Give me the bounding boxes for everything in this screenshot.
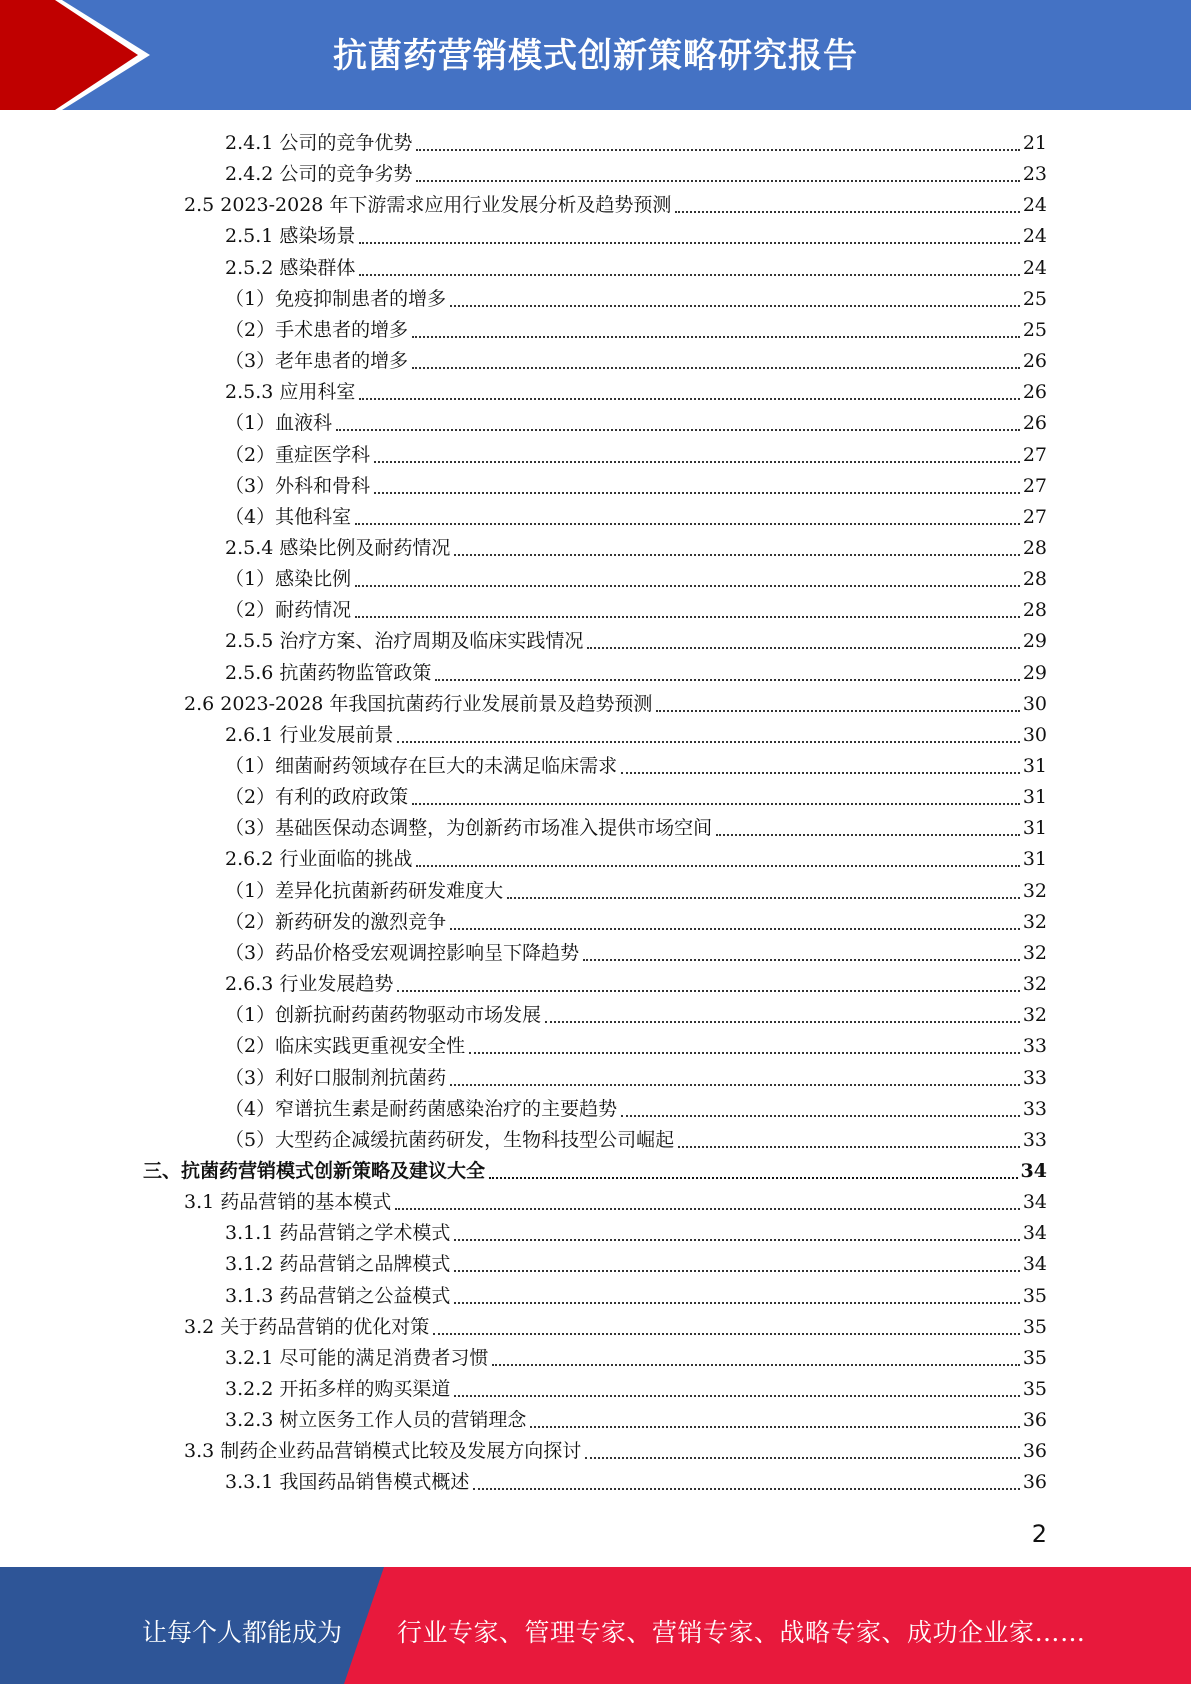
toc-entry[interactable]	[225, 1063, 1047, 1094]
toc-entry-number: （3）	[225, 474, 276, 497]
toc-entry-number: 2.5.4	[225, 536, 280, 559]
toc-entry-title: 公司的竞争优势	[279, 132, 413, 154]
toc-entry[interactable]	[184, 689, 1047, 720]
toc-entry[interactable]	[225, 284, 1047, 315]
toc-entry[interactable]	[225, 377, 1047, 408]
toc-entry-number: （3）	[225, 817, 276, 840]
toc-entry-number: （3）	[225, 350, 276, 373]
toc-entry[interactable]	[225, 595, 1047, 626]
toc-leader-dots	[359, 273, 1019, 276]
toc-entry-number: 2.5.6	[225, 661, 280, 684]
toc-leader-dots	[397, 989, 1019, 992]
toc-entry-number: 2.6.1	[225, 723, 280, 746]
toc-entry-page: 29	[1022, 630, 1047, 653]
toc-entry-number: 3.2.2	[225, 1378, 280, 1400]
toc-entry-title: 制药企业药品营销模式比较及发展方向探讨	[220, 1440, 582, 1463]
toc-entry-title: 尽可能的满足消费者习惯	[279, 1346, 489, 1369]
toc-entry-number: （2）	[225, 599, 276, 622]
toc-entry-number: （4）	[225, 1097, 276, 1120]
toc-entry-title: 药品营销的基本模式	[220, 1191, 392, 1214]
toc-entry[interactable]	[225, 720, 1047, 751]
toc-entry-number: 3.1.1	[225, 1222, 280, 1245]
toc-entry-page: 27	[1022, 474, 1047, 497]
toc-entry[interactable]	[225, 1125, 1047, 1156]
toc-entry-number: 2.5	[184, 194, 221, 217]
toc-leader-dots	[397, 740, 1019, 743]
toc-entry-title: 应用科室	[279, 381, 356, 404]
toc-entry-title: 新药研发的激烈竞争	[275, 910, 447, 933]
toc-entry[interactable]	[225, 159, 1047, 190]
toc-entry-title: 外科和骨科	[275, 474, 371, 497]
toc-entry-page: 26	[1022, 412, 1047, 435]
toc-entry-page: 31	[1022, 817, 1047, 840]
toc-entry-page: 36	[1022, 1409, 1047, 1432]
toc-entry-page: 30	[1022, 692, 1047, 715]
toc-leader-dots	[416, 864, 1019, 867]
toc-leader-dots	[678, 1145, 1020, 1148]
toc-leader-dots	[454, 553, 1019, 556]
toc-entry[interactable]	[225, 440, 1047, 471]
toc-entry-title: 临床实践更重视安全性	[275, 1035, 466, 1058]
toc-entry-number: （2）	[225, 443, 276, 466]
toc-entry-page: 34	[1020, 1159, 1047, 1182]
toc-entry-title: 利好口服制剂抗菌药	[275, 1066, 447, 1089]
toc-entry[interactable]	[225, 844, 1047, 875]
toc-entry-number: 2.5.5	[225, 630, 280, 653]
toc-entry-number: （1）	[225, 879, 276, 902]
toc-entry-title: 药品营销之品牌模式	[279, 1253, 451, 1276]
toc-entry-title: 其他科室	[275, 505, 352, 528]
toc-leader-dots	[412, 335, 1020, 338]
toc-entry-page: 31	[1022, 786, 1047, 809]
toc-entry-title: 窄谱抗生素是耐药菌感染治疗的主要趋势	[275, 1097, 618, 1120]
toc-entry-page: 27	[1022, 505, 1047, 528]
toc-entry[interactable]	[225, 1000, 1047, 1031]
toc-entry-page: 35	[1022, 1378, 1047, 1400]
toc-entry-number: 3.2	[184, 1315, 221, 1338]
toc-leader-dots	[507, 896, 1020, 899]
toc-entry-page: 33	[1022, 1097, 1047, 1120]
toc-leader-dots	[450, 304, 1020, 307]
toc-entry-page: 23	[1022, 163, 1047, 186]
toc-entry[interactable]	[184, 1187, 1047, 1218]
toc-leader-dots	[656, 709, 1019, 712]
toc-entry-title: 感染场景	[279, 225, 356, 248]
toc-entry-number: 2.6.3	[225, 973, 280, 996]
toc-entry[interactable]	[225, 1281, 1047, 1312]
toc-entry[interactable]	[225, 1405, 1047, 1436]
toc-entry-page: 28	[1022, 536, 1047, 559]
toc-entry-number: 2.4.1	[225, 132, 280, 154]
toc-entry[interactable]	[225, 1094, 1047, 1125]
toc-entry-title: 重症医学科	[275, 443, 371, 466]
page-footer	[0, 1567, 1191, 1684]
toc-entry[interactable]	[225, 533, 1047, 564]
toc-entry[interactable]	[225, 408, 1047, 439]
toc-entry-page: 30	[1022, 723, 1047, 746]
toc-entry-title: 感染比例及耐药情况	[279, 536, 451, 559]
toc-leader-dots	[530, 1425, 1019, 1428]
toc-entry-number: 3.2.1	[225, 1346, 280, 1369]
toc-entry-title: 药品价格受宏观调控影响呈下降趋势	[275, 941, 580, 964]
toc-entry-page: 35	[1022, 1315, 1047, 1338]
toc-entry-title: 细菌耐药领域存在巨大的未满足临床需求	[275, 755, 618, 777]
toc-leader-dots	[454, 1238, 1019, 1241]
toc-entry[interactable]	[225, 782, 1047, 813]
toc-entry-page: 28	[1022, 599, 1047, 622]
toc-leader-dots	[395, 1207, 1020, 1210]
toc-entry-title: 基础医保动态调整，为创新药市场准入提供市场空间	[275, 817, 713, 840]
toc-entry-title: 血液科	[275, 412, 333, 435]
toc-entry-page: 31	[1022, 848, 1047, 871]
toc-entry-number: （2）	[225, 786, 276, 809]
toc-entry[interactable]	[184, 1312, 1047, 1343]
toc-leader-dots	[433, 1332, 1020, 1335]
toc-leader-dots	[454, 1301, 1019, 1304]
toc-entry-page: 25	[1022, 318, 1047, 341]
toc-leader-dots	[374, 460, 1020, 463]
toc-leader-dots	[492, 1363, 1019, 1366]
toc-entry-number: （2）	[225, 1035, 276, 1058]
page-header	[0, 0, 1191, 110]
toc-leader-dots	[675, 210, 1019, 213]
toc-entry[interactable]	[225, 876, 1047, 907]
toc-entry-title: 免疫抑制患者的增多	[275, 287, 447, 310]
toc-leader-dots	[473, 1487, 1019, 1490]
toc-entry-number: （3）	[225, 941, 276, 964]
toc-entry[interactable]	[225, 1249, 1047, 1280]
toc-entry-title: 公司的竞争劣势	[279, 163, 413, 186]
toc-leader-dots	[450, 927, 1020, 930]
toc-entry-title: 2023-2028 年下游需求应用行业发展分析及趋势预测	[220, 194, 672, 217]
toc-entry[interactable]	[225, 471, 1047, 502]
toc-entry[interactable]	[184, 190, 1047, 221]
toc-leader-dots	[454, 1394, 1019, 1397]
toc-entry-title: 感染比例	[275, 568, 352, 591]
toc-entry[interactable]	[184, 1436, 1047, 1467]
toc-entry[interactable]	[225, 315, 1047, 346]
toc-entry-title: 药品营销之公益模式	[279, 1284, 451, 1307]
toc-entry-number: （1）	[225, 412, 276, 435]
toc-leader-dots	[416, 179, 1019, 182]
toc-entry-page: 36	[1022, 1440, 1047, 1463]
toc-leader-dots	[412, 802, 1020, 805]
toc-entry-title: 关于药品营销的优化对策	[220, 1315, 430, 1338]
toc-leader-dots	[587, 646, 1019, 649]
toc-entry-page: 32	[1022, 973, 1047, 996]
toc-entry-title: 抗菌药营销模式创新策略及建议大全	[181, 1159, 486, 1182]
toc-entry-title: 行业面临的挑战	[279, 848, 413, 871]
toc-entry-title: 我国药品销售模式概述	[279, 1471, 470, 1494]
toc-entry-number: （4）	[225, 505, 276, 528]
toc-leader-dots	[355, 615, 1020, 618]
toc-entry-page: 24	[1022, 194, 1047, 217]
toc-leader-dots	[416, 148, 1019, 151]
toc-entry-number: （1）	[225, 1004, 276, 1027]
toc-entry-page: 21	[1022, 132, 1047, 154]
toc-entry-title: 治疗方案、治疗周期及临床实践情况	[279, 630, 584, 653]
toc-entry-title: 行业发展前景	[279, 723, 394, 746]
toc-entry[interactable]	[225, 1218, 1047, 1249]
toc-entry-title: 大型药企减缓抗菌药研发，生物科技型公司崛起	[275, 1128, 675, 1151]
toc-entry[interactable]	[225, 907, 1047, 938]
toc-entry-number: 2.6	[184, 692, 221, 715]
toc-entry-page: 24	[1022, 256, 1047, 279]
toc-entry[interactable]	[225, 1467, 1047, 1498]
toc-entry-number: 2.6.2	[225, 848, 280, 871]
toc-entry-number: 3.1	[184, 1191, 221, 1214]
toc-leader-dots	[359, 397, 1019, 400]
toc-entry[interactable]	[225, 1374, 1047, 1405]
toc-entry-number: 2.5.2	[225, 256, 280, 279]
toc-entry[interactable]	[225, 751, 1047, 782]
toc-entry-number: 2.5.3	[225, 381, 280, 404]
toc-entry[interactable]	[225, 658, 1047, 689]
report-title: 抗菌药营销模式创新策略研究报告	[333, 36, 858, 76]
toc-entry-title: 行业发展趋势	[279, 973, 394, 996]
toc-entry-title: 创新抗耐药菌药物驱动市场发展	[275, 1004, 542, 1027]
toc-entry-number: （2）	[225, 318, 276, 341]
toc-leader-dots	[355, 584, 1020, 587]
toc-leader-dots	[435, 678, 1019, 681]
toc-entry-page: 27	[1022, 443, 1047, 466]
toc-leader-dots	[450, 1083, 1020, 1086]
toc-entry-number: 3.3.1	[225, 1471, 280, 1494]
toc-leader-dots	[583, 958, 1020, 961]
toc-entry-number: （5）	[225, 1128, 276, 1151]
toc-entry[interactable]	[225, 938, 1047, 969]
toc-leader-dots	[412, 366, 1020, 369]
toc-entry-page: 35	[1022, 1346, 1047, 1369]
toc-entry[interactable]	[225, 1031, 1047, 1062]
toc-entry-number: 3.1.2	[225, 1253, 280, 1276]
toc-entry-page: 33	[1022, 1035, 1047, 1058]
toc-entry-page: 32	[1022, 941, 1047, 964]
toc-entry-number: 3.3	[184, 1440, 221, 1463]
toc-entry-title: 开拓多样的购买渠道	[279, 1378, 451, 1400]
toc-entry-title: 树立医务工作人员的营销理念	[279, 1409, 527, 1432]
toc-entry-number: 2.5.1	[225, 225, 280, 248]
toc-leader-dots	[545, 1020, 1020, 1023]
toc-entry-number: 3.1.3	[225, 1284, 280, 1307]
toc-entry-number: （1）	[225, 568, 276, 591]
toc-entry-number: 三、	[143, 1159, 182, 1182]
toc-entry-title: 药品营销之学术模式	[279, 1222, 451, 1245]
toc-entry[interactable]	[225, 1343, 1047, 1374]
toc-entry-page: 24	[1022, 225, 1047, 248]
toc-entry-title: 手术患者的增多	[275, 318, 409, 341]
toc-entry[interactable]	[225, 253, 1047, 284]
toc-leader-dots	[621, 771, 1020, 774]
toc-entry[interactable]	[225, 502, 1047, 533]
toc-entry-number: 2.4.2	[225, 163, 280, 186]
toc-entry-page: 32	[1022, 1004, 1047, 1027]
toc-entry-page: 32	[1022, 910, 1047, 933]
toc-leader-dots	[374, 491, 1020, 494]
toc-entry-page: 29	[1022, 661, 1047, 684]
toc-entry-title: 2023-2028 年我国抗菌药行业发展前景及趋势预测	[220, 692, 653, 715]
toc-entry-page: 33	[1022, 1066, 1047, 1089]
toc-entry-number: （3）	[225, 1066, 276, 1089]
toc-entry[interactable]	[225, 564, 1047, 595]
toc-entry-page: 33	[1022, 1128, 1047, 1151]
toc-entry[interactable]	[225, 626, 1047, 657]
toc-entry-title: 抗菌药物监管政策	[279, 661, 432, 684]
toc-entry[interactable]	[225, 128, 1047, 159]
toc-entry-title: 有利的政府政策	[275, 786, 409, 809]
toc-leader-dots	[336, 428, 1020, 431]
toc-entry-page: 32	[1022, 879, 1047, 902]
toc-entry[interactable]	[225, 969, 1047, 1000]
toc-entry-page: 25	[1022, 287, 1047, 310]
toc-entry-page: 28	[1022, 568, 1047, 591]
toc-entry-page: 34	[1022, 1222, 1047, 1245]
toc-entry-number: 3.2.3	[225, 1409, 280, 1432]
toc-leader-dots	[489, 1176, 1018, 1179]
page-number: 2	[1031, 1520, 1047, 1548]
footer-slogan-left: 让每个人都能成为	[142, 1618, 343, 1647]
toc-entry-page: 34	[1022, 1253, 1047, 1276]
toc-leader-dots	[454, 1269, 1019, 1272]
toc-entry[interactable]	[143, 1156, 1047, 1187]
toc-leader-dots	[355, 522, 1020, 525]
toc-entry-page: 36	[1022, 1471, 1047, 1494]
toc-entry-page: 34	[1022, 1191, 1047, 1214]
toc-leader-dots	[716, 833, 1020, 836]
toc-entry-title: 耐药情况	[275, 599, 352, 622]
toc-leader-dots	[585, 1456, 1020, 1459]
toc-entry-title: 感染群体	[279, 256, 356, 279]
toc-entry[interactable]	[225, 221, 1047, 252]
toc-entry[interactable]	[225, 813, 1047, 844]
toc-leader-dots	[469, 1051, 1020, 1054]
toc-entry[interactable]	[225, 346, 1047, 377]
toc-entry-page: 26	[1022, 350, 1047, 373]
toc-entry-page: 26	[1022, 381, 1047, 404]
toc-entry-title: 差异化抗菌新药研发难度大	[275, 879, 504, 902]
toc-entry-number: （1）	[225, 287, 276, 310]
toc-entry-page: 31	[1022, 755, 1047, 777]
footer-slogan-right: 行业专家、管理专家、营销专家、战略专家、成功企业家……	[397, 1618, 1086, 1647]
toc-entry-page: 35	[1022, 1284, 1047, 1307]
toc-leader-dots	[621, 1114, 1020, 1117]
toc-leader-dots	[359, 241, 1019, 244]
toc-entry-title: 老年患者的增多	[275, 350, 409, 373]
toc-entry-number: （1）	[225, 755, 276, 777]
toc-entry-number: （2）	[225, 910, 276, 933]
